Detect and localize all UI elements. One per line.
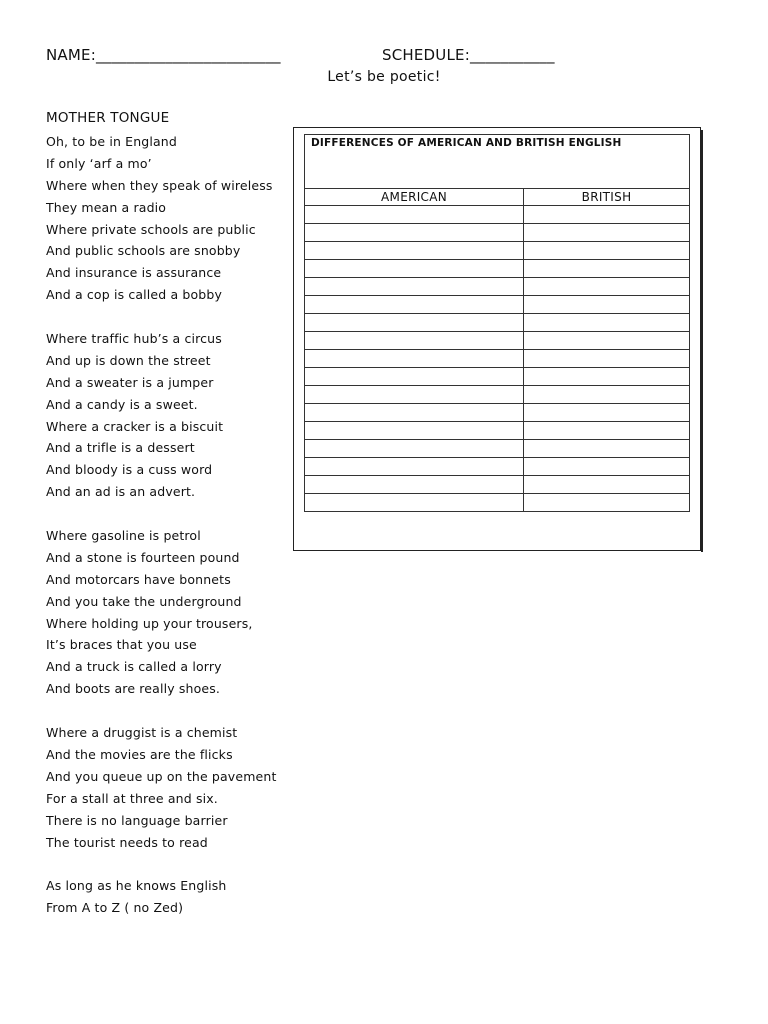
british-answer-cell[interactable]	[524, 350, 690, 368]
page-title: Let’s be poetic!	[327, 69, 441, 85]
schedule-field-label: SCHEDULE:___________	[382, 46, 555, 64]
table-row	[305, 386, 690, 404]
american-answer-cell[interactable]	[305, 494, 524, 512]
stanza-gap	[46, 306, 296, 328]
american-answer-cell[interactable]	[305, 386, 524, 404]
british-answer-cell[interactable]	[524, 296, 690, 314]
american-answer-cell[interactable]	[305, 458, 524, 476]
stanza-gap	[46, 503, 296, 525]
poem-line: And you queue up on the pavement	[46, 768, 277, 784]
poem-line: And an ad is an advert.	[46, 484, 196, 500]
table-row	[305, 224, 690, 242]
american-answer-cell[interactable]	[305, 332, 524, 350]
poem-line: And a candy is a sweet.	[46, 396, 198, 412]
table-caption: DIFFERENCES OF AMERICAN AND BRITISH ENGLISH	[305, 135, 690, 189]
poem-line: And boots are really shoes.	[46, 681, 221, 697]
table-row	[305, 314, 690, 332]
table-row	[305, 404, 690, 422]
column-header-american: AMERICAN	[305, 189, 524, 206]
poem-line: And insurance is assurance	[46, 265, 222, 281]
poem-line: And up is down the street	[46, 352, 211, 368]
poem-line: For a stall at three and six.	[46, 790, 218, 806]
poem-line: Oh, to be in England	[46, 134, 177, 149]
american-answer-cell[interactable]	[305, 278, 524, 296]
table-row	[305, 206, 690, 224]
poem-line: And bloody is a cuss word	[46, 462, 213, 478]
table-row	[305, 368, 690, 386]
poem-line: There is no language barrier	[46, 812, 228, 828]
american-answer-cell[interactable]	[305, 350, 524, 368]
british-answer-cell[interactable]	[524, 368, 690, 386]
poem-line: Where gasoline is petrol	[46, 528, 201, 544]
table-row	[305, 350, 690, 368]
american-answer-cell[interactable]	[305, 206, 524, 224]
table-row	[305, 296, 690, 314]
british-answer-cell[interactable]	[524, 440, 690, 458]
poem-line: Where traffic hub’s a circus	[46, 331, 222, 347]
american-answer-cell[interactable]	[305, 422, 524, 440]
table-row	[305, 422, 690, 440]
british-answer-cell[interactable]	[524, 332, 690, 350]
table-row	[305, 332, 690, 350]
british-answer-cell[interactable]	[524, 206, 690, 224]
american-answer-cell[interactable]	[305, 242, 524, 260]
poem-line: Where a druggist is a chemist	[46, 725, 238, 741]
british-answer-cell[interactable]	[524, 224, 690, 242]
poem-line: And a cop is called a bobby	[46, 287, 223, 303]
poem-line: And you take the underground	[46, 593, 242, 609]
poem-line: And a stone is fourteen pound	[46, 549, 240, 565]
british-answer-cell[interactable]	[524, 476, 690, 494]
poem-body	[46, 131, 296, 919]
differences-table	[304, 134, 690, 512]
table-row	[305, 278, 690, 296]
poem-line: Where a cracker is a biscuit	[46, 418, 224, 434]
poem-line: And the movies are the flicks	[46, 746, 233, 762]
poem-line: Where when they speak of wireless	[46, 177, 273, 193]
poem-line: And a trifle is a dessert	[46, 440, 195, 456]
british-answer-cell[interactable]	[524, 458, 690, 476]
british-answer-cell[interactable]	[524, 314, 690, 332]
table-row	[305, 494, 690, 512]
poem-line: And public schools are snobby	[46, 243, 241, 259]
american-answer-cell[interactable]	[305, 440, 524, 458]
table-row	[305, 458, 690, 476]
british-answer-cell[interactable]	[524, 404, 690, 422]
poem-line: It’s braces that you use	[46, 637, 197, 653]
british-answer-cell[interactable]	[524, 278, 690, 296]
british-answer-cell[interactable]	[524, 242, 690, 260]
american-answer-cell[interactable]	[305, 296, 524, 314]
american-answer-cell[interactable]	[305, 260, 524, 278]
british-answer-cell[interactable]	[524, 386, 690, 404]
name-field-label: NAME:________________________	[46, 46, 281, 64]
poem-line: And a sweater is a jumper	[46, 374, 214, 390]
poem-line: They mean a radio	[46, 199, 167, 215]
american-answer-cell[interactable]	[305, 368, 524, 386]
table-row	[305, 242, 690, 260]
stanza-gap	[46, 853, 296, 875]
poem-line: And motorcars have bonnets	[46, 571, 231, 587]
poem-line: As long as he knows English	[46, 878, 227, 894]
american-answer-cell[interactable]	[305, 404, 524, 422]
poem-line: And a truck is called a lorry	[46, 659, 222, 675]
table-row	[305, 476, 690, 494]
poem-line: From A to Z ( no Zed)	[46, 900, 184, 916]
stanza-gap	[46, 700, 296, 722]
poem-line: If only ‘arf a mo’	[46, 155, 152, 171]
british-answer-cell[interactable]	[524, 494, 690, 512]
poem-line: Where private schools are public	[46, 221, 256, 237]
british-answer-cell[interactable]	[524, 422, 690, 440]
table-row	[305, 440, 690, 458]
british-answer-cell[interactable]	[524, 260, 690, 278]
poem-line: The tourist needs to read	[46, 834, 208, 850]
american-answer-cell[interactable]	[305, 314, 524, 332]
poem-title: MOTHER TONGUE	[46, 110, 170, 126]
column-header-british: BRITISH	[524, 189, 690, 206]
poem-line: Where holding up your trousers,	[46, 615, 253, 631]
american-answer-cell[interactable]	[305, 476, 524, 494]
american-answer-cell[interactable]	[305, 224, 524, 242]
worksheet-box	[293, 127, 701, 551]
table-row	[305, 260, 690, 278]
